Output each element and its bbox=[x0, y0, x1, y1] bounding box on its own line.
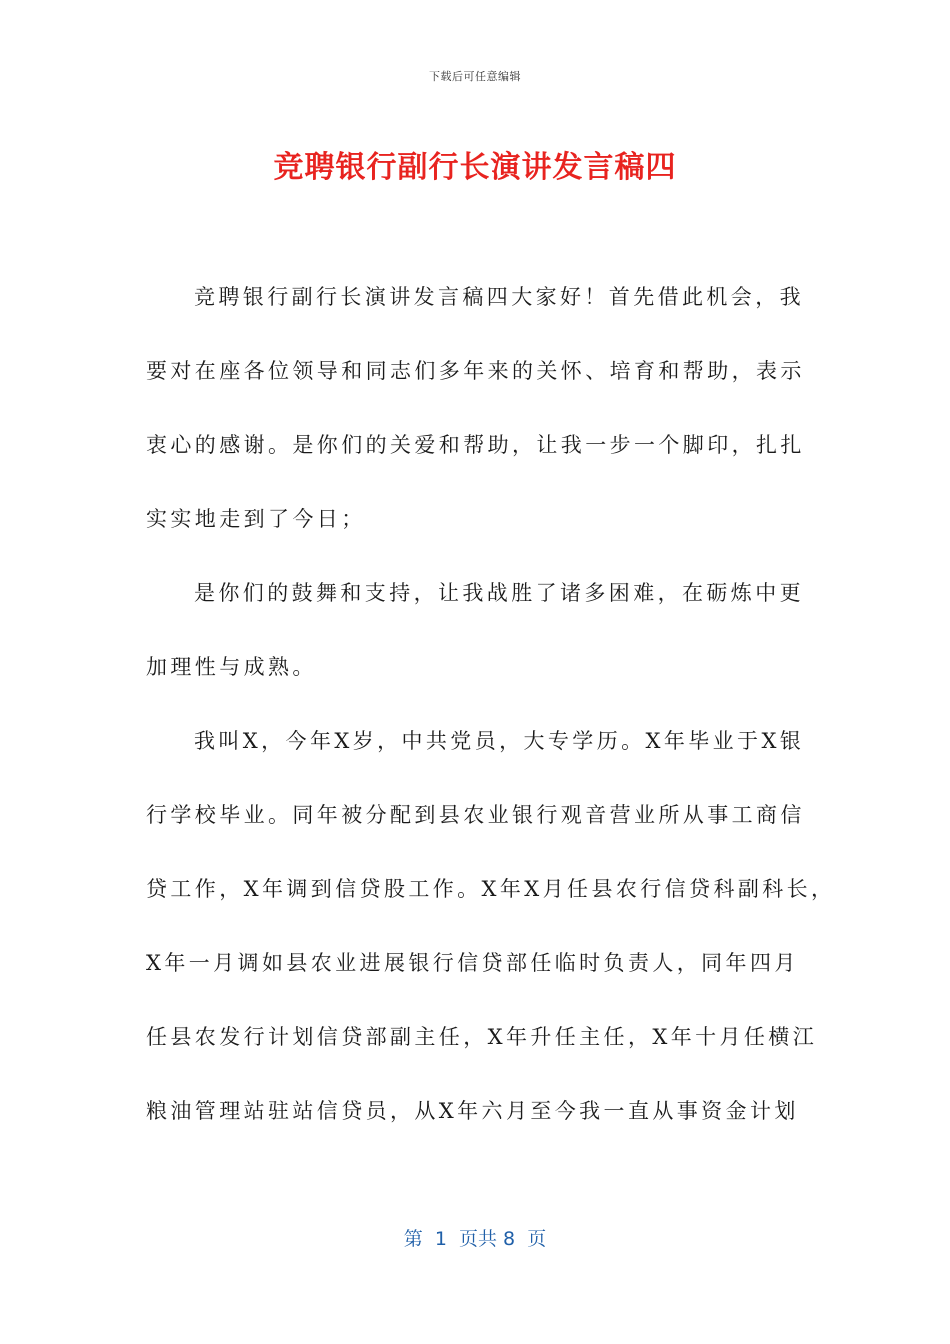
page-footer: 第 1 页共 8 页 bbox=[403, 1228, 547, 1250]
document-body bbox=[146, 272, 836, 1160]
paragraph-line: 粮油管理站驻站信贷员，从X年六月至今我一直从事资金计划 bbox=[146, 1099, 799, 1123]
paragraph-line: 是你们的鼓舞和支持，让我战胜了诸多困难，在砺炼中更 bbox=[194, 581, 804, 605]
paragraph-line: 加理性与成熟。 bbox=[146, 655, 317, 679]
paragraph-line: 竞聘银行副行长演讲发言稿四大家好！首先借此机会，我 bbox=[194, 285, 804, 309]
paragraph-line: 任县农发行计划信贷部副主任，X年升任主任，X年十月任横江 bbox=[146, 1025, 818, 1049]
header-note: 下载后可任意编辑 bbox=[429, 70, 521, 83]
paragraph-line: 贷工作，X年调到信贷股工作。X年X月任县农行信贷科副科长， bbox=[146, 877, 836, 901]
paragraph-line: 实实地走到了今日； bbox=[146, 507, 366, 531]
paragraph-line: 要对在座各位领导和同志们多年来的关怀、培育和帮助，表示 bbox=[146, 359, 805, 383]
paragraph-line: X年一月调如县农业进展银行信贷部任临时负责人，同年四月 bbox=[146, 951, 799, 975]
document-title: 竞聘银行副行长演讲发言稿四 bbox=[273, 150, 677, 185]
paragraph-line: 行学校毕业。同年被分配到县农业银行观音营业所从事工商信 bbox=[146, 803, 805, 827]
paragraph-line: 我叫X，今年X岁，中共党员，大专学历。X年毕业于X银 bbox=[194, 729, 805, 753]
paragraph-line: 衷心的感谢。是你们的关爱和帮助，让我一步一个脚印，扎扎 bbox=[146, 433, 805, 457]
